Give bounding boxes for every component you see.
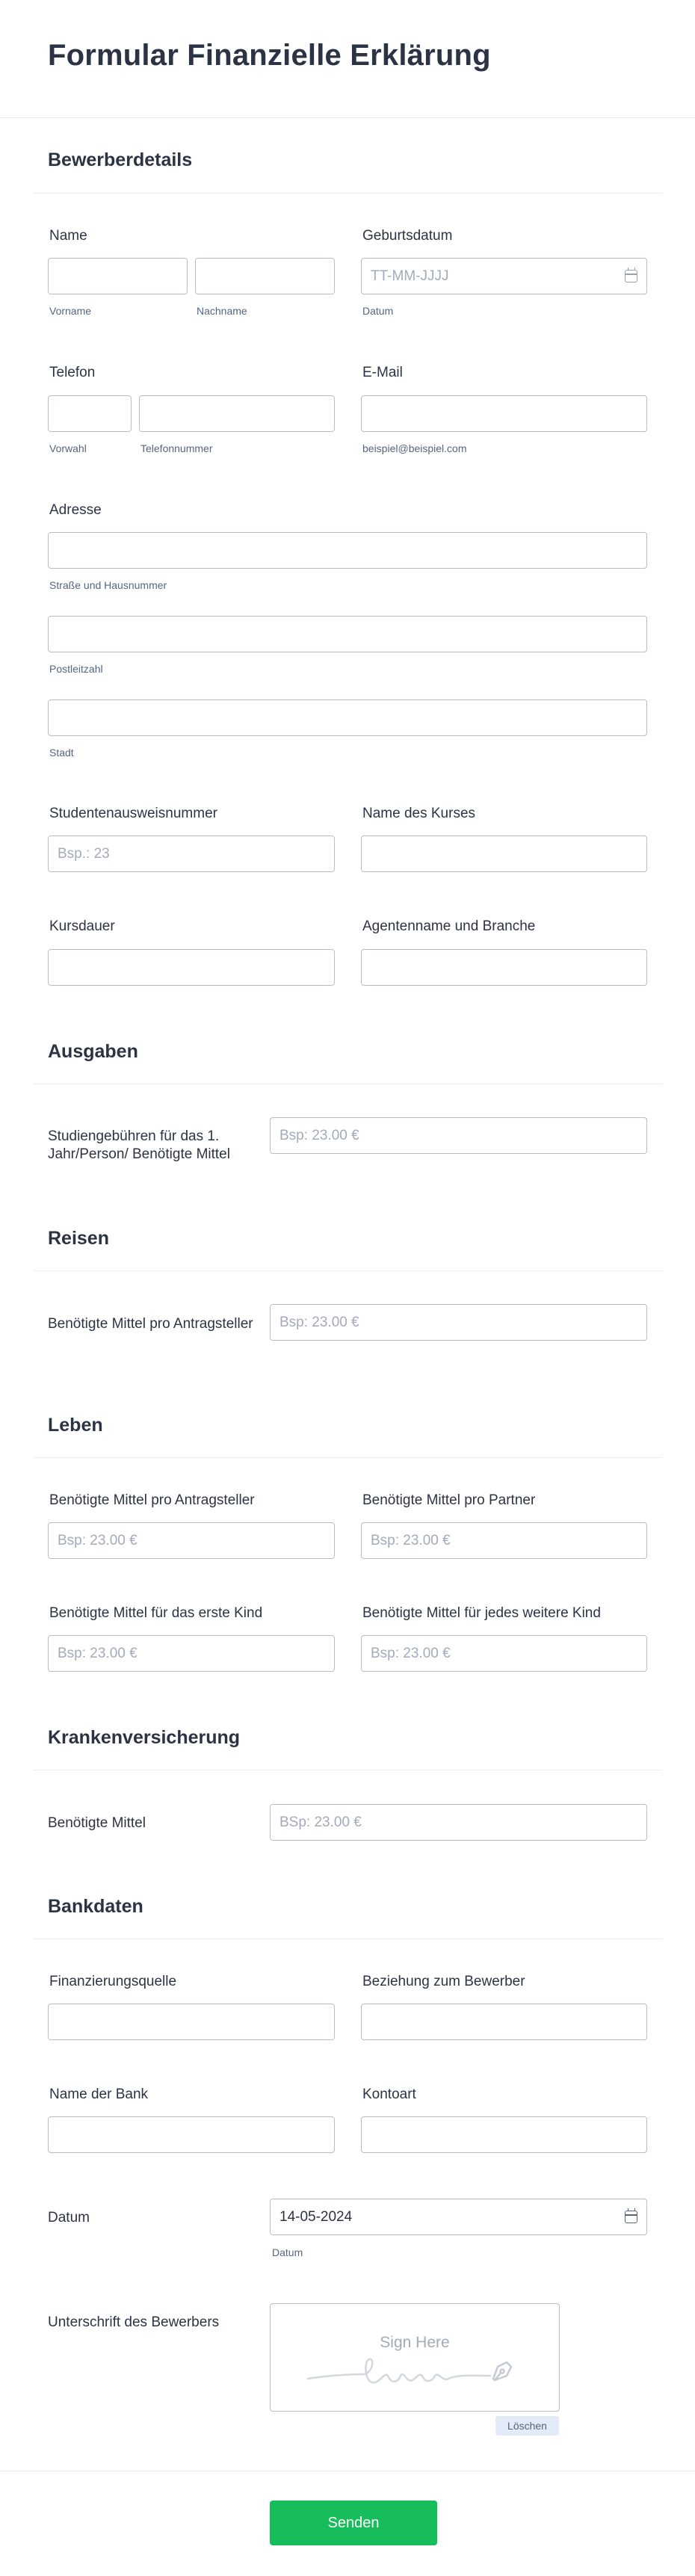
section-title-travel: Reisen (48, 1228, 109, 1249)
section-divider (33, 193, 662, 194)
date-input[interactable] (270, 2199, 647, 2235)
date-label: Datum (48, 2210, 90, 2226)
city-input[interactable] (48, 699, 647, 736)
last-name-sublabel: Nachname (197, 305, 247, 317)
birthdate-placeholder: TT-MM-JJJJ (371, 268, 449, 284)
address-label: Adresse (49, 502, 102, 518)
birthdate-input[interactable] (361, 258, 647, 294)
signature-squiggle-icon (303, 2349, 528, 2394)
course-duration-label: Kursdauer (49, 918, 115, 934)
further-child-input[interactable] (361, 1635, 647, 1672)
first-child-input[interactable] (48, 1635, 335, 1672)
section-title-health: Krankenversicherung (48, 1727, 241, 1748)
course-name-input[interactable] (361, 835, 647, 872)
section-title-bank: Bankdaten (48, 1896, 143, 1917)
section-divider (33, 1457, 662, 1458)
email-label: E-Mail (362, 365, 403, 380)
bank-name-label: Name der Bank (49, 2087, 149, 2102)
area-code-sublabel: Vorwahl (49, 442, 87, 454)
living-applicant-placeholder: Bsp: 23.00 € (58, 1533, 138, 1548)
calendar-icon[interactable] (625, 2211, 637, 2223)
name-label: Name (49, 228, 87, 244)
email-input[interactable] (361, 395, 647, 432)
relation-input[interactable] (361, 2004, 647, 2040)
last-name-input[interactable] (195, 258, 335, 294)
health-funds-label: Benötigte Mittel (48, 1815, 146, 1831)
zip-sublabel: Postleitzahl (49, 663, 103, 675)
date-value: 14-05-2024 (279, 2209, 353, 2225)
account-type-label: Kontoart (362, 2087, 416, 2102)
date-sublabel: Datum (272, 2246, 303, 2258)
phone-label: Telefon (49, 365, 96, 380)
phone-number-sublabel: Telefonnummer (140, 442, 213, 454)
tuition-input[interactable] (270, 1117, 647, 1154)
tuition-placeholder: Bsp: 23.00 € (279, 1128, 359, 1143)
living-partner-placeholder: Bsp: 23.00 € (371, 1533, 451, 1548)
funding-source-input[interactable] (48, 2004, 335, 2040)
student-id-placeholder: Bsp.: 23 (58, 846, 110, 862)
living-applicant-label: Benötigte Mittel pro Antragsteller (49, 1492, 255, 1508)
further-child-placeholder: Bsp: 23.00 € (371, 1646, 451, 1661)
signature-clear-button[interactable]: Löschen (495, 2416, 559, 2436)
zip-input[interactable] (48, 616, 647, 652)
first-name-input[interactable] (48, 258, 188, 294)
student-id-input[interactable] (48, 835, 335, 872)
course-duration-input[interactable] (48, 949, 335, 986)
section-title-applicant: Bewerberdetails (48, 149, 193, 170)
bank-name-input[interactable] (48, 2116, 335, 2153)
living-partner-input[interactable] (361, 1522, 647, 1559)
section-title-living: Leben (48, 1415, 103, 1436)
birthdate-label: Geburtsdatum (362, 228, 453, 244)
account-type-input[interactable] (361, 2116, 647, 2153)
birthdate-sublabel: Datum (362, 305, 394, 317)
phone-number-input[interactable] (139, 395, 335, 432)
first-child-label: Benötigte Mittel für das erste Kind (49, 1605, 263, 1621)
calendar-icon[interactable] (625, 270, 637, 282)
further-child-label: Benötigte Mittel für jedes weitere Kind (362, 1605, 601, 1621)
form-title: Formular Finanzielle Erklärung (48, 39, 491, 72)
living-partner-label: Benötigte Mittel pro Partner (362, 1492, 536, 1508)
living-applicant-input[interactable] (48, 1522, 335, 1559)
agent-label: Agentenname und Branche (362, 918, 536, 934)
funding-source-label: Finanzierungsquelle (49, 1974, 177, 1989)
city-sublabel: Stadt (49, 747, 74, 759)
street-sublabel: Straße und Hausnummer (49, 579, 167, 591)
travel-funds-placeholder: Bsp: 23.00 € (279, 1315, 359, 1330)
travel-funds-input[interactable] (270, 1304, 647, 1341)
street-input[interactable] (48, 532, 647, 569)
course-name-label: Name des Kurses (362, 806, 476, 821)
health-funds-placeholder: BSp: 23.00 € (279, 1814, 362, 1830)
signature-pad[interactable] (270, 2303, 560, 2412)
student-id-label: Studentenausweisnummer (49, 806, 217, 821)
form-header (0, 0, 695, 118)
first-name-sublabel: Vorname (49, 305, 92, 317)
tuition-label: Studiengebühren für das 1. Jahr/Person/ Benötigte Mittel (48, 1128, 230, 1162)
section-title-expenses: Ausgaben (48, 1041, 138, 1062)
agent-input[interactable] (361, 949, 647, 986)
health-funds-input[interactable] (270, 1804, 647, 1841)
section-divider (33, 1270, 662, 1271)
first-child-placeholder: Bsp: 23.00 € (58, 1646, 138, 1661)
email-sublabel: beispiel@beispiel.com (362, 442, 467, 454)
area-code-input[interactable] (48, 395, 132, 432)
signature-label: Unterschrift des Bewerbers (48, 2314, 220, 2330)
signature-placeholder: Sign Here (380, 2334, 450, 2351)
relation-label: Beziehung zum Bewerber (362, 1974, 525, 1989)
submit-button[interactable]: Senden (270, 2501, 437, 2545)
travel-funds-label: Benötigte Mittel pro Antragsteller (48, 1316, 253, 1332)
